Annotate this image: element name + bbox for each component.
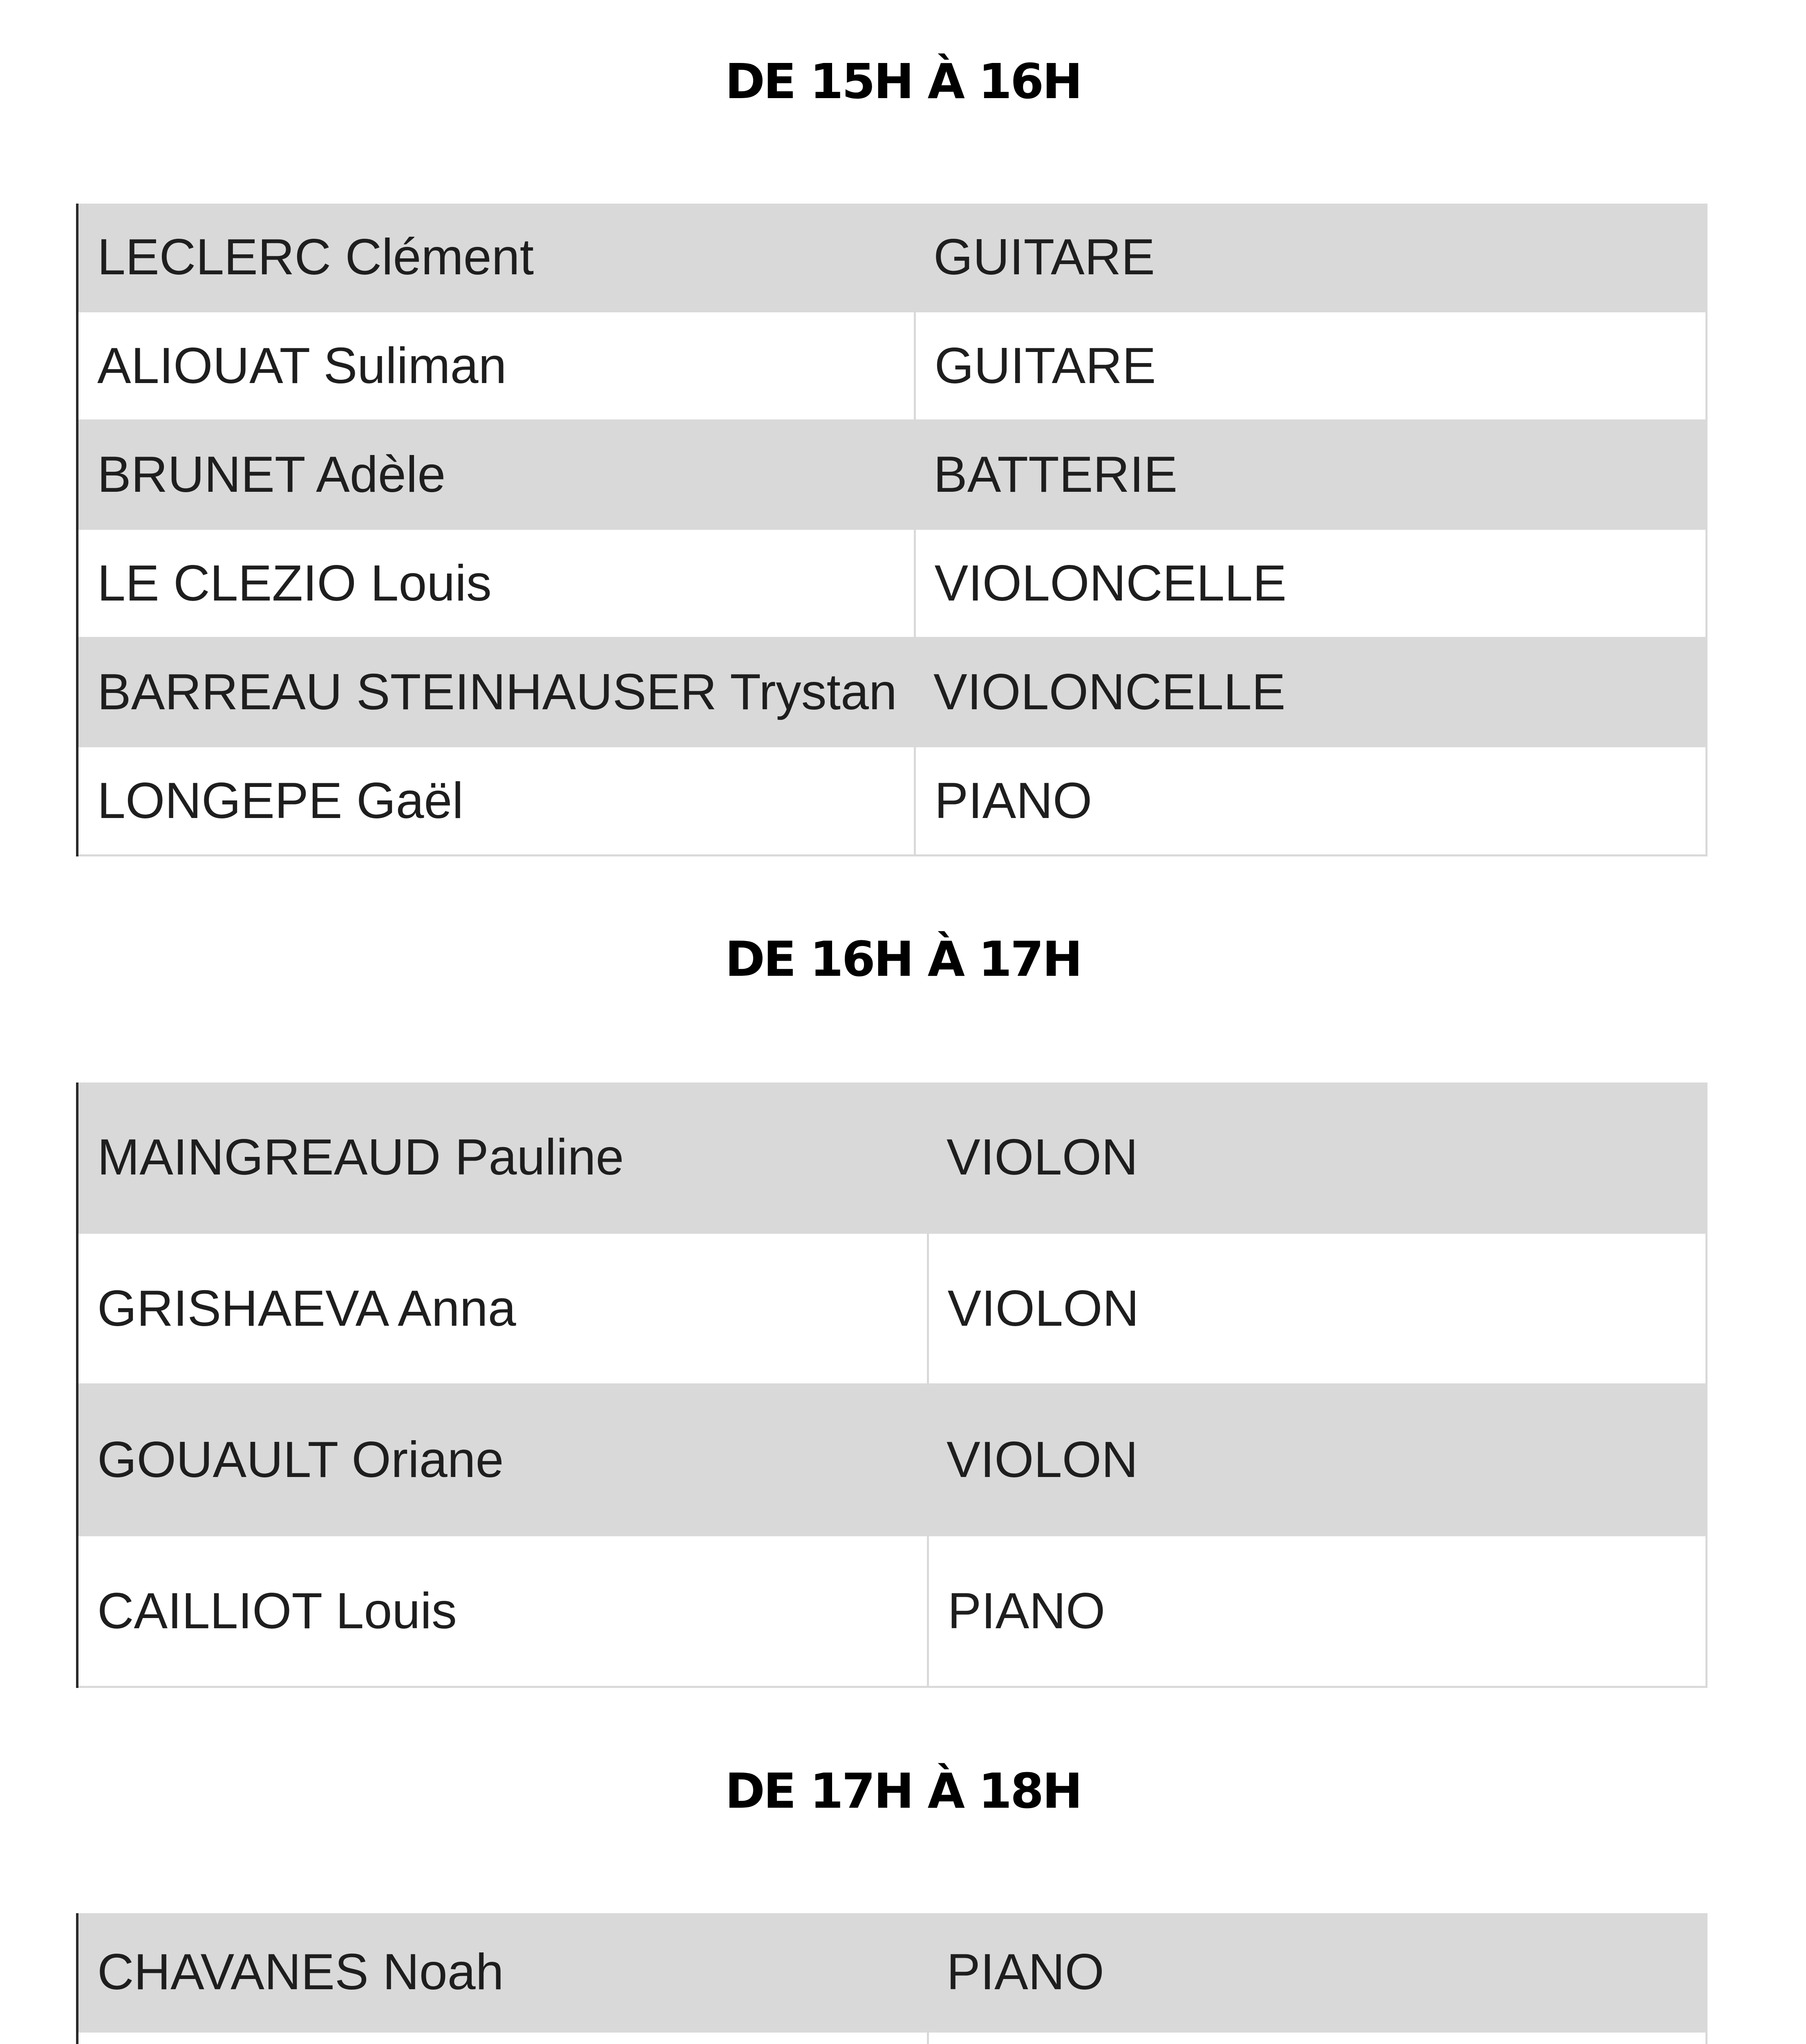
student-name: LECLERC Clément	[77, 204, 915, 312]
table-row	[77, 638, 1707, 746]
table-row	[77, 1233, 1707, 1384]
student-name: CAILLIOT Louis	[77, 1535, 928, 1687]
section-title-16h-17h: DE 16H À 17H	[725, 931, 1081, 987]
instrument-name: BATTERIE	[915, 420, 1707, 529]
table-row	[77, 1384, 1707, 1535]
table-row	[77, 2032, 1707, 2044]
schedule-table-15h-16h	[76, 204, 1708, 856]
table-row	[77, 1083, 1707, 1233]
section-title-17h-18h: DE 17H À 18H	[725, 1763, 1081, 1819]
student-name: MAINGREAUD Pauline	[77, 1083, 928, 1233]
schedule-table-17h-18h	[76, 1913, 1708, 2044]
student-name	[77, 2032, 928, 2044]
table-row	[77, 746, 1707, 856]
table-row	[77, 204, 1707, 312]
table-row	[77, 1913, 1707, 2032]
table-row	[77, 312, 1707, 420]
student-name: LONGEPE Gaël	[77, 746, 915, 856]
student-name: BARREAU STEINHAUSER Trystan	[77, 638, 915, 746]
instrument-name: GUITARE	[915, 204, 1707, 312]
instrument-name: VIOLON	[928, 1083, 1707, 1233]
instrument-name: VIOLON	[928, 1384, 1707, 1535]
instrument-name: PIANO	[928, 1913, 1707, 2032]
table-row	[77, 420, 1707, 529]
section-title-15h-16h: DE 15H À 16H	[725, 53, 1081, 110]
instrument-name: VIOLONCELLE	[915, 638, 1707, 746]
instrument-name: GUITARE	[915, 312, 1707, 420]
table-row	[77, 1535, 1707, 1687]
student-name: LE CLEZIO Louis	[77, 529, 915, 638]
student-name: BRUNET Adèle	[77, 420, 915, 529]
instrument-name: VIOLON	[928, 1233, 1707, 1384]
instrument-name	[928, 2032, 1707, 2044]
instrument-name: VIOLONCELLE	[915, 529, 1707, 638]
student-name: CHAVANES Noah	[77, 1913, 928, 2032]
student-name: GOUAULT Oriane	[77, 1384, 928, 1535]
student-name: ALIOUAT Suliman	[77, 312, 915, 420]
instrument-name: PIANO	[915, 746, 1707, 856]
schedule-table-16h-17h	[76, 1083, 1708, 1688]
table-row	[77, 529, 1707, 638]
student-name: GRISHAEVA Anna	[77, 1233, 928, 1384]
instrument-name: PIANO	[928, 1535, 1707, 1687]
